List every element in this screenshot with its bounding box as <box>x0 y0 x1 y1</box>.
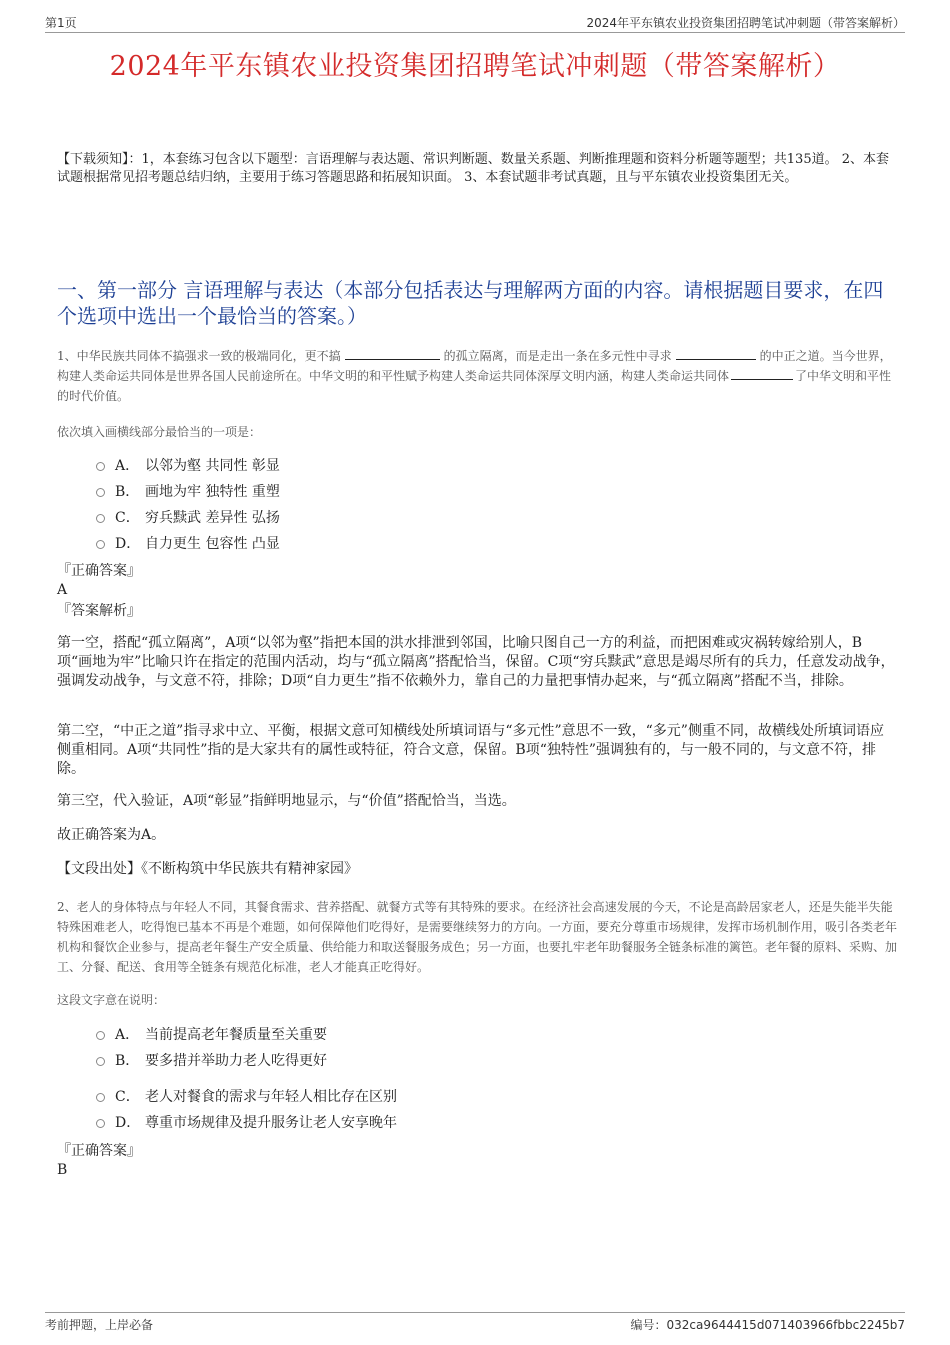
q2-stem: 2、老人的身体特点与年轻人不同，其餐食需求、营养搭配、就餐方式等有其特殊的要求。在经济社会高速发展的今天，不论是高龄居家老人，还是失能半失能特殊困难老人，吃得饱已基本不再是个难题，如何保障他们吃得好，是需要继续努力的方向。一方面，要充分尊重市场规律，发挥市场机制作用，吸引各类老年机构和餐饮企业参与，提高老年餐生产安全质量、供给能力和取送餐服务成色；另一方面，也要扎牢老年助餐服务全链条标准的篱笆。老年餐的原料、采购、加工、分餐、配送、食用等全链条有规范化标准，老人才能真正吃得好。 <box>57 900 898 974</box>
radio-icon[interactable] <box>96 488 105 497</box>
q2-options-continued <box>96 1084 397 1136</box>
q1-options <box>96 453 280 557</box>
q1-blank-1 <box>345 347 440 360</box>
q2-option-d[interactable]: D． 尊重市场规律及提升服务让老人安享晚年 <box>96 1110 397 1136</box>
q2-option-a[interactable]: A． 当前提高老年餐质量至关重要 <box>96 1022 327 1048</box>
section-heading: 一、第一部分 言语理解与表达（本部分包括表达与理解两方面的内容。请根据题目要求，在四个选项中选出一个最恰当的答案。） <box>57 278 884 328</box>
radio-icon[interactable] <box>96 1119 105 1128</box>
radio-icon[interactable] <box>96 514 105 523</box>
q2-option-c[interactable]: C． 老人对餐食的需求与年轻人相比存在区别 <box>96 1084 397 1110</box>
q1-analysis-para-4: 故正确答案为A。 <box>57 827 166 843</box>
q2-options <box>96 1022 327 1074</box>
radio-icon[interactable] <box>96 462 105 471</box>
q1-option-d[interactable]: D． 自力更生 包容性 凸显 <box>96 531 280 557</box>
page-number: 第1页 <box>45 16 77 30</box>
page-footer <box>45 1312 905 1334</box>
header-doc-title: 2024年平东镇农业投资集团招聘笔试冲刺题（带答案解析） <box>586 16 905 30</box>
q2-prompt: 这段文字意在说明： <box>57 993 166 1007</box>
q1-option-b[interactable]: B． 画地为牢 独特性 重塑 <box>96 479 280 505</box>
q1-blank-2 <box>676 347 756 360</box>
radio-icon[interactable] <box>96 1031 105 1040</box>
footer-slogan: 考前押题，上岸必备 <box>45 1318 154 1332</box>
q1-prompt: 依次填入画横线部分最恰当的一项是： <box>57 425 262 439</box>
q1-blank-3 <box>731 367 793 380</box>
q1-answer: A <box>57 582 68 598</box>
document-title: 2024年平东镇农业投资集团招聘笔试冲刺题（带答案解析） <box>109 51 841 82</box>
footer-serial: 编号：032ca9644415d071403966fbbc2245b7 <box>630 1318 905 1332</box>
q1-analysis-para-1: 第一空，搭配“孤立隔离”，A项“以邻为壑”指把本国的洪水排泄到邻国，比喻只图自己一方的利益，而把困难或灾祸转嫁给别人，B项“画地为牢”比喻只许在指定的范围内活动，均与“孤立隔离”搭配恰当，保留。C项“穷兵黩武”意思是竭尽所有的兵力，任意发动战争，强调发动战争，与文意不符，排除；D项“自力更生”指不依赖外力，靠自己的力量把事情办起来，与“孤立隔离”搭配不当，排除。 <box>57 635 895 689</box>
q1-answer-label: 『正确答案』 <box>57 563 141 579</box>
radio-icon[interactable] <box>96 1057 105 1066</box>
q1-option-c[interactable]: C． 穷兵黩武 差异性 弘扬 <box>96 505 280 531</box>
q1-option-a[interactable]: A． 以邻为壑 共同性 彰显 <box>96 453 280 479</box>
q1-source: 【文段出处】《不断构筑中华民族共有精神家园》 <box>57 861 358 877</box>
radio-icon[interactable] <box>96 1093 105 1102</box>
download-notice: 【下载须知】：1，本套练习包含以下题型：言语理解与表达题、常识判断题、数量关系题、判断推理题和资料分析题等题型；共135道。 2、本套试题根据常见招考题总结归纳，主要用于练习答题思路和拓展知识面。 3、本套试题非考试真题，且与平东镇农业投资集团无关。 <box>57 152 889 185</box>
radio-icon[interactable] <box>96 540 105 549</box>
q2-answer: B <box>57 1162 68 1178</box>
q1-analysis-label: 『答案解析』 <box>57 603 141 619</box>
q2-option-b[interactable]: B． 要多措并举助力老人吃得更好 <box>96 1048 327 1074</box>
q1-analysis-para-3: 第三空，代入验证，A项“彰显”指鲜明地显示，与“价值”搭配恰当，当选。 <box>57 793 516 809</box>
page-header <box>45 14 905 33</box>
q1-analysis-para-2: 第二空，“中正之道”指寻求中立、平衡，根据文意可知横线处所填词语与“多元性”意思不一致，“多元”侧重不同，故横线处所填词语应侧重相同。A项“共同性”指的是大家共有的属性或特征，符合文意，保留。B项“独特性”强调独有的，与一般不同的，与文意不符，排除。 <box>57 723 884 777</box>
q2-answer-label: 『正确答案』 <box>57 1143 141 1159</box>
q1-stem: 1、中华民族共同体不搞强求一致的极端同化，更不搞 的孤立隔离，而是走出一条在多元性中寻求 的中正之道。当今世界，构建人类命运共同体是世界各国人民前途所在。中华文明的和平性赋予构建人类命运共同体深厚文明内涵，构建人类命运共同体 了中华文明和平性的时代价值。 <box>57 349 892 403</box>
